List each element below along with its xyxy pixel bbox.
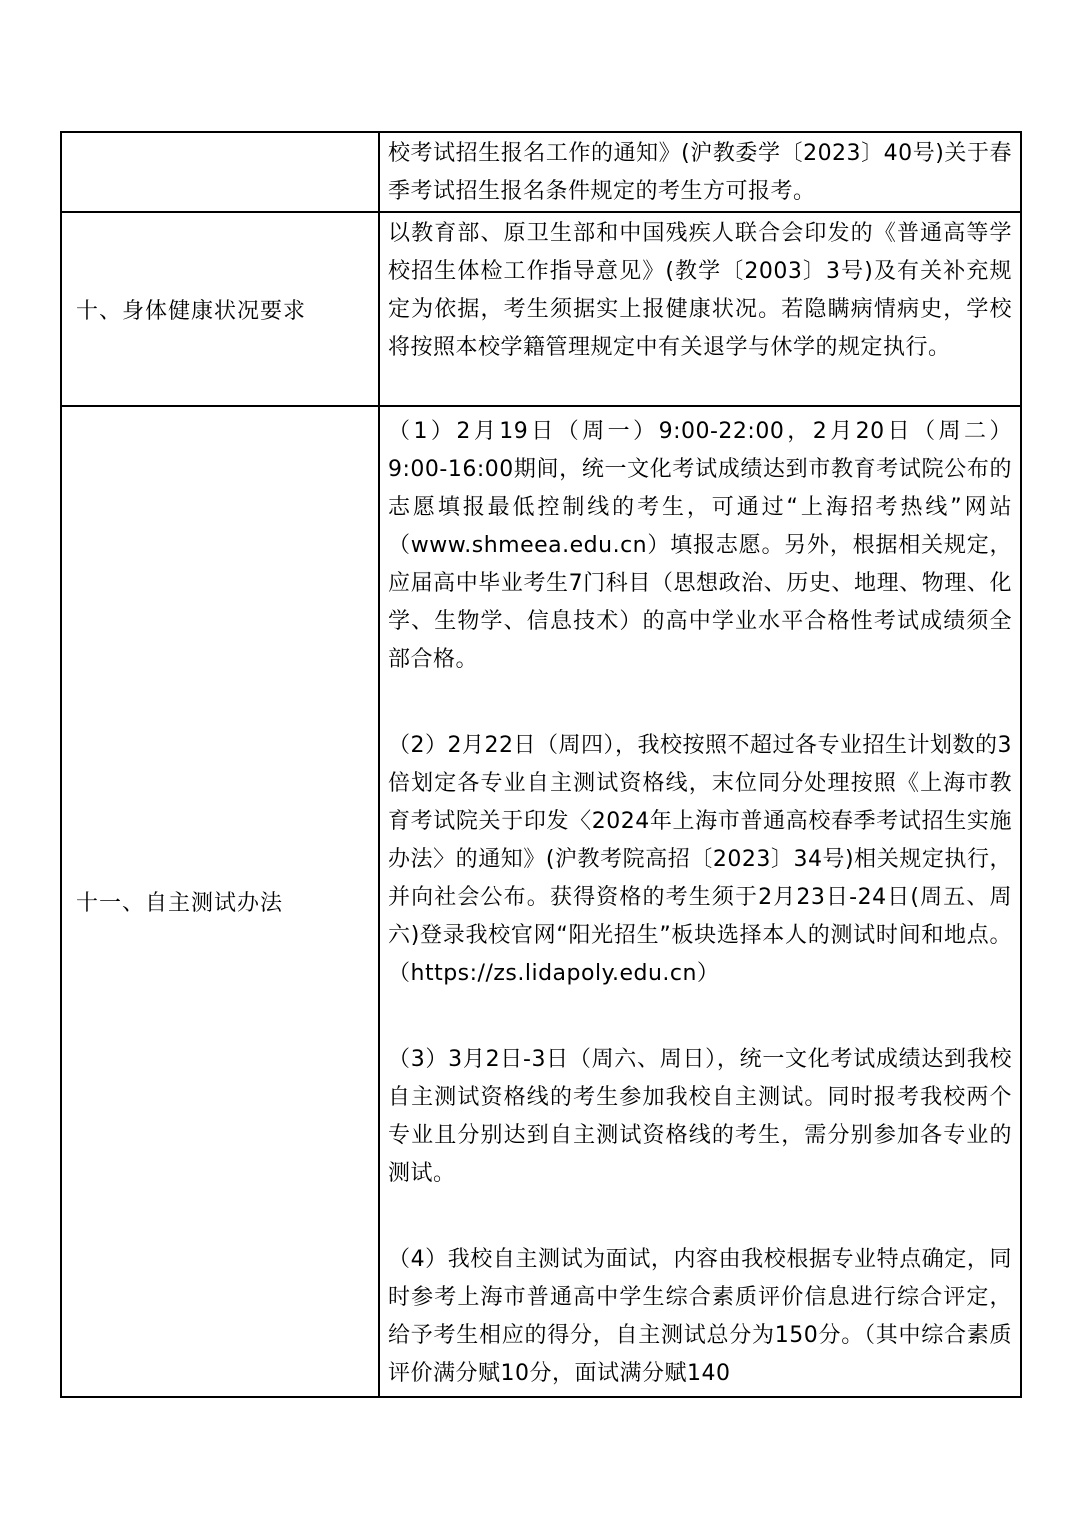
table-row-continuation (61, 132, 1021, 212)
paragraph: （3）3月2日-3日（周六、周日），统一文化考试成绩达到我校自主测试资格线的考生参加我校自主测试。同时报考我校两个专业且分别达到自主测试资格线的考生，需分别参加各专业的测试。 (388, 1047, 1012, 1186)
paragraph-gap (388, 1193, 1012, 1241)
row-content (379, 132, 1021, 212)
paragraph: （4）我校自主测试为面试，内容由我校根据专业特点确定，同时参考上海市普通高中学生综合素质评价信息进行综合评定，给予考生相应的得分，自主测试总分为150分。（其中综合素质评价满分赋10分，面试满分赋140 (388, 1247, 1012, 1386)
paragraph: （2）2月22日（周四），我校按照不超过各专业招生计划数的3倍划定各专业自主测试资格线，末位同分处理按照《上海市教育考试院关于印发〈2024年上海市普通高校春季考试招生实施办法〉的通知》(沪教考院高招〔2023〕34号)相关规定执行，并向社会公布。获得资格的考生须于2月23日-24日(周五、周六)登录我校官网“阳光招生”板块选择本人的测试时间和地点。（https://zs.lidapoly.edu.cn） (388, 733, 1012, 986)
table-row-health-requirements (61, 212, 1021, 406)
row-label: 十一、自主测试办法 (61, 406, 379, 1397)
row-label (61, 132, 379, 212)
admissions-table (60, 131, 1022, 1398)
paragraph: 以教育部、原卫生部和中国残疾人联合会印发的《普通高等学校招生体检工作指导意见》(教学〔2003〕3号)及有关补充规定为依据，考生须据实上报健康状况。若隐瞒病情病史，学校将按照本校学籍管理规定中有关退学与休学的规定执行。 (388, 221, 1012, 360)
table-row-self-test-method (61, 406, 1021, 1397)
paragraph: （1）2月19日（周一）9:00-22:00，2月20日（周二）9:00-16:00期间，统一文化考试成绩达到市教育考试院公布的志愿填报最低控制线的考生，可通过“上海招考热线”网站（www.shmeea.edu.cn）填报志愿。另外，根据相关规定，应届高中毕业考生7门科目（思想政治、历史、地理、物理、化学、生物学、信息技术）的高中学业水平合格性考试成绩须全部合格。 (388, 419, 1012, 672)
row-content (379, 212, 1021, 406)
paragraph-gap (388, 993, 1012, 1041)
paragraph: 校考试招生报名工作的通知》(沪教委学〔2023〕40号)关于春季考试招生报名条件规定的考生方可报考。 (388, 141, 1012, 204)
paragraph-gap (388, 679, 1012, 727)
row-content (379, 406, 1021, 1397)
row-label: 十、身体健康状况要求 (61, 212, 379, 406)
